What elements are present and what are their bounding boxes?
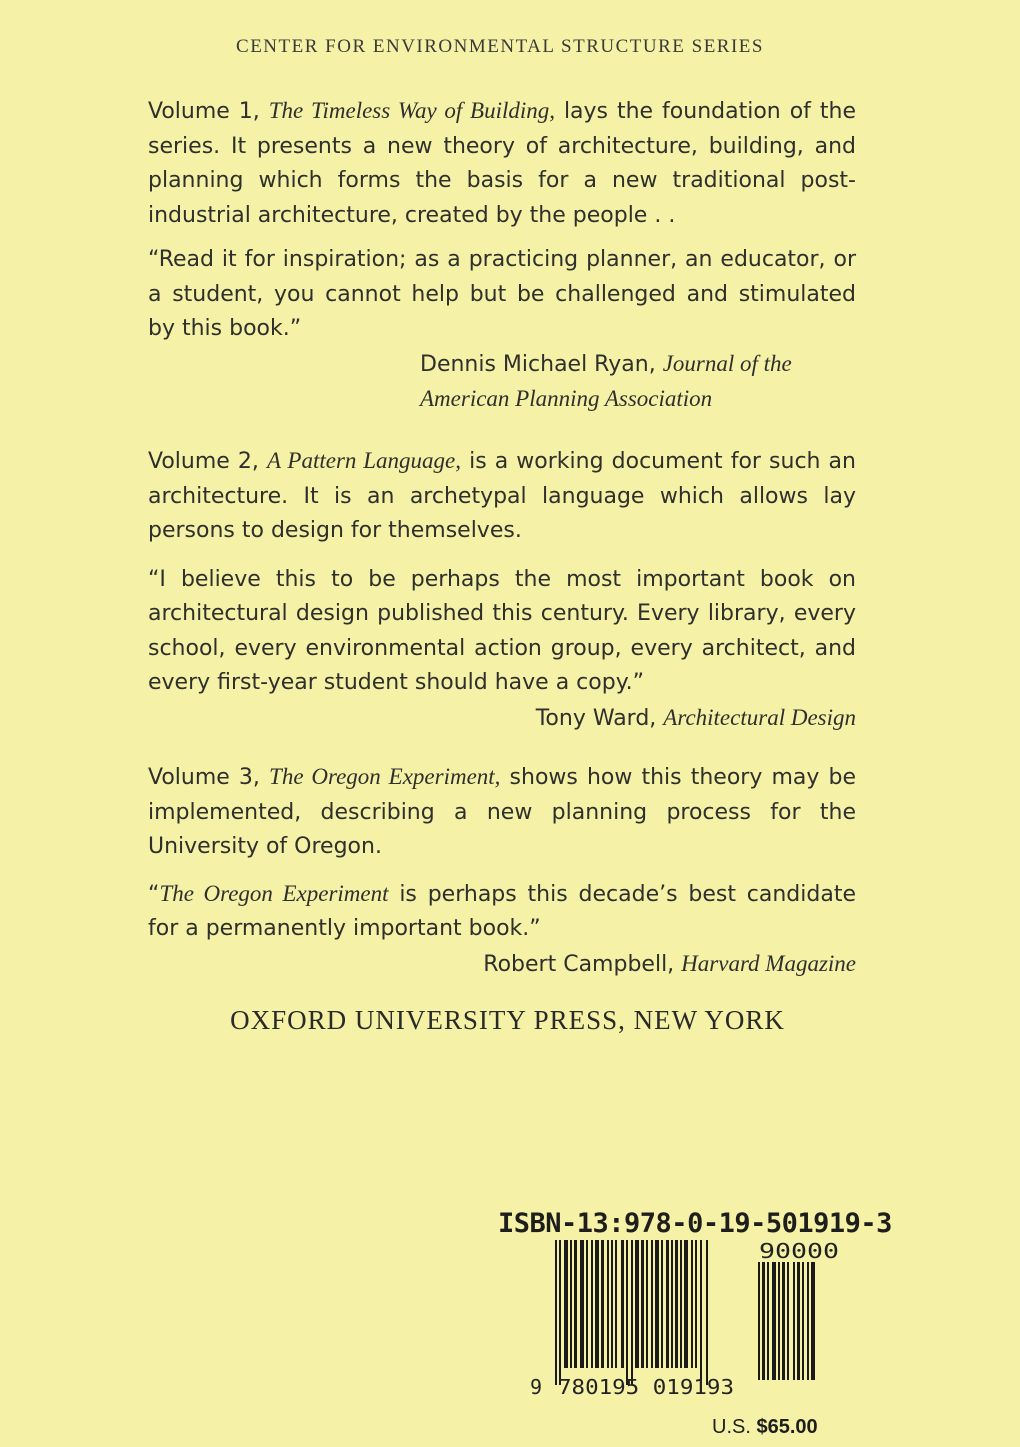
price-label xyxy=(712,1416,818,1439)
barcode-bar xyxy=(797,1262,800,1380)
barcode-bar xyxy=(802,1262,804,1380)
volume-1-lead: Volume 1, xyxy=(148,99,269,124)
volume-3-quote-text: is perhaps this decade’s best candidate for a permanently important book.” xyxy=(148,881,856,941)
volume-3-block xyxy=(148,760,856,982)
barcode-bar xyxy=(680,1240,682,1368)
volume-2-attrib-pub: Architectural Design xyxy=(663,704,856,730)
barcode-bar xyxy=(591,1240,593,1368)
barcode-bar xyxy=(661,1240,663,1368)
volume-3-quote xyxy=(148,877,856,947)
barcode-bar xyxy=(631,1240,633,1385)
volume-1-quote: “Read it for inspiration; as a practicing planner, an educator, or a student, you cannot help but be challenged and stimulated by this book.” xyxy=(148,247,856,341)
volume-2-attrib-name: Tony Ward, xyxy=(535,705,664,731)
volume-3-attribution xyxy=(148,947,856,983)
barcode-bar xyxy=(807,1262,809,1380)
volume-1-attrib-pub-2: American Planning Association xyxy=(420,386,713,411)
barcode-bar xyxy=(675,1240,678,1368)
volume-1-attrib-pub: Journal of the xyxy=(662,350,792,376)
barcode-bar xyxy=(607,1240,609,1368)
barcode-bar xyxy=(626,1240,628,1385)
volume-3-attrib-name: Robert Campbell, xyxy=(483,951,682,977)
volume-3-attrib-pub: Harvard Magazine xyxy=(681,950,856,976)
series-header: CENTER FOR ENVIRONMENTAL STRUCTURE SERIES xyxy=(236,36,764,57)
barcode-bar xyxy=(772,1262,776,1380)
barcode-bar xyxy=(615,1240,617,1368)
publisher-line: OXFORD UNIVERSITY PRESS, NEW YORK xyxy=(230,1005,785,1035)
barcode-bar xyxy=(758,1262,760,1380)
barcode-bar xyxy=(767,1262,769,1380)
barcode-bar xyxy=(621,1240,624,1368)
barcode-bar xyxy=(671,1240,673,1368)
volume-1-title: The Timeless Way of Building, xyxy=(268,98,555,123)
volume-2-title: A Pattern Language, xyxy=(266,448,462,473)
volume-3-description xyxy=(148,760,856,865)
volume-1-description xyxy=(148,94,856,233)
volume-1-attribution-line2 xyxy=(148,382,856,418)
barcode-main-bars xyxy=(555,1240,708,1385)
barcode-main-digits: 780195 019193 xyxy=(558,1375,734,1399)
volume-3-lead: Volume 3, xyxy=(148,765,270,790)
isbn-number: ISBN-13:978-0-19-501919-3 xyxy=(498,1208,892,1239)
barcode-bar xyxy=(641,1240,644,1368)
barcode-bar xyxy=(706,1240,708,1385)
barcode-bar xyxy=(811,1262,815,1380)
volume-2-lead: Volume 2, xyxy=(148,449,267,474)
barcode-bar xyxy=(691,1240,693,1368)
volume-3-title: The Oregon Experiment, xyxy=(269,764,501,789)
price-prefix: U.S. xyxy=(712,1416,757,1438)
price-amount: $65.00 xyxy=(756,1416,818,1438)
volume-1-attrib-name: Dennis Michael Ryan, xyxy=(420,351,663,377)
barcode-bar xyxy=(655,1240,659,1368)
barcode-bar xyxy=(570,1240,572,1368)
barcode-addon-bars xyxy=(758,1262,815,1380)
volume-1-desc: lays the foundation of the series. It presents a new theory of architecture, building, and planning which forms the basis for a new traditional post-industrial architecture, created by the people . . xyxy=(148,99,856,228)
volume-3-quote-open: “ xyxy=(148,881,160,907)
barcode-bar xyxy=(586,1240,588,1368)
barcode-bar xyxy=(574,1240,577,1368)
volume-1-attribution xyxy=(148,347,856,383)
barcode-bar xyxy=(695,1240,697,1368)
barcode-bar xyxy=(580,1240,584,1368)
barcode-bar xyxy=(782,1262,785,1380)
barcode-bar xyxy=(666,1240,669,1368)
barcode-bar xyxy=(611,1240,613,1368)
volume-1-block xyxy=(148,94,856,418)
barcode-bar xyxy=(684,1240,688,1368)
barcode-addon-digits: 90000 xyxy=(759,1240,839,1263)
barcode-graphic xyxy=(530,1240,850,1400)
volume-2-attribution xyxy=(148,701,856,737)
volume-2-quote: “I believe this to be perhaps the most important book on architectural design published this century. Every library, every school, every environmental action group, every architect, and every first-year student should have a copy.” xyxy=(148,566,856,695)
volume-3-quote-title: The Oregon Experiment xyxy=(159,880,389,906)
barcode-bar xyxy=(787,1262,789,1380)
barcode-bar xyxy=(601,1240,604,1368)
barcode-bar xyxy=(651,1240,653,1368)
volume-2-description xyxy=(148,444,856,549)
barcode-bar xyxy=(793,1262,795,1380)
volume-2-desc: is a working document for such an architecture. It is an archetypal language which allows lay persons to design for themselves. xyxy=(148,449,856,543)
barcode-bar xyxy=(646,1240,648,1368)
barcode-bar xyxy=(555,1240,557,1385)
barcode-bar xyxy=(700,1240,702,1385)
volume-2-block xyxy=(148,444,856,736)
barcode-lead-digit: 9 xyxy=(530,1375,543,1399)
barcode-bar xyxy=(762,1262,765,1380)
barcode-bar xyxy=(595,1240,599,1368)
barcode xyxy=(530,1240,850,1400)
barcode-bar xyxy=(564,1240,568,1368)
volume-3-desc: shows how this theory may be implemented, describing a new planning process for the University of Oregon. xyxy=(148,765,856,859)
barcode-bar xyxy=(559,1240,561,1385)
barcode-bar xyxy=(635,1240,639,1368)
barcode-bar xyxy=(778,1262,780,1380)
